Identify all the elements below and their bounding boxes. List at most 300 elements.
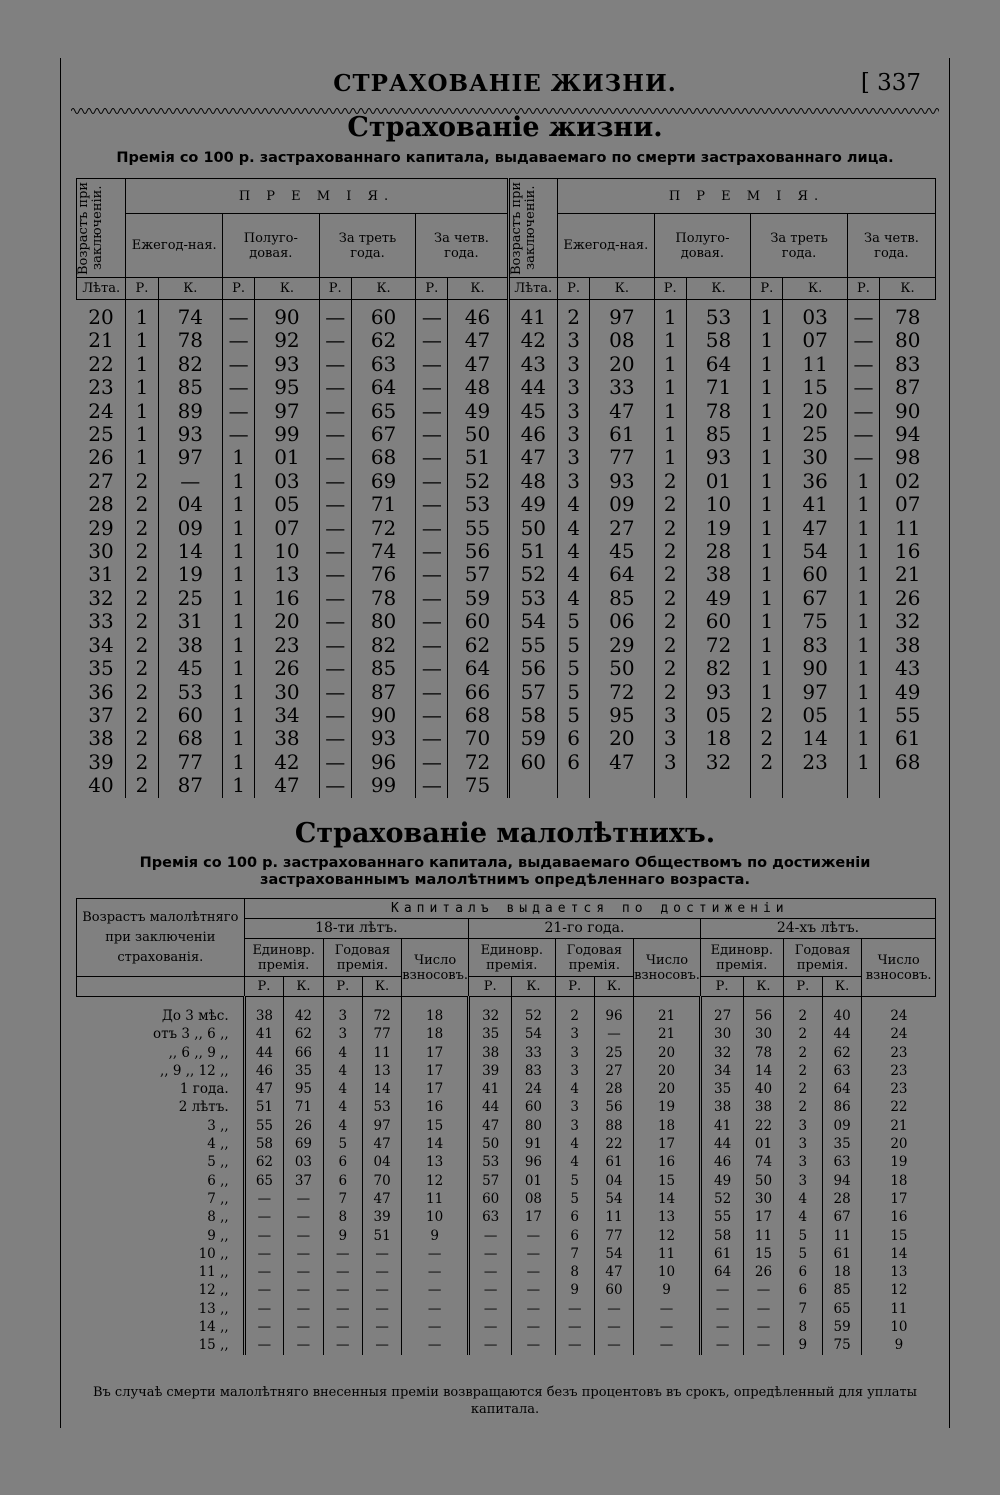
value-cell: 05 — [783, 704, 847, 727]
age-cell: 36 — [88, 679, 114, 704]
value-cell: 64 — [448, 657, 508, 680]
value-cell: 6 — [783, 1281, 822, 1299]
value-cell: 19 — [634, 1098, 701, 1116]
age-cell: 47 — [508, 446, 557, 469]
unit-k: К. — [880, 278, 936, 300]
value-cell: 67 — [822, 1208, 861, 1226]
value-cell: 27 — [590, 517, 654, 540]
value-cell: 6 — [783, 1263, 822, 1281]
value-cell: 11 — [634, 1245, 701, 1263]
unit-r: Р. — [847, 278, 879, 300]
age-cell: 50 — [508, 517, 557, 540]
value-cell: 1 — [223, 774, 255, 797]
value-cell: 16 — [402, 1098, 469, 1116]
value-cell: 62 — [284, 1025, 324, 1043]
table-row — [77, 1263, 936, 1281]
age-cell: До 3 мѣс. — [161, 1008, 229, 1024]
value-cell: 90 — [783, 657, 847, 680]
value-cell: 5 — [783, 1227, 822, 1245]
value-cell: 5 — [557, 634, 589, 657]
unit-r: Р. — [555, 977, 594, 997]
value-cell: — — [744, 1281, 783, 1299]
value-cell: 5 — [555, 1190, 594, 1208]
value-cell: 18 — [862, 1172, 936, 1190]
value-cell: 11 — [822, 1227, 861, 1245]
value-cell: 53 — [158, 681, 222, 704]
age-cell: ,, 9 ,, 12 ,, — [159, 1062, 229, 1079]
value-cell: 9 — [555, 1281, 594, 1299]
value-cell: 90 — [255, 300, 319, 330]
value-cell: 30 — [700, 1025, 743, 1043]
value-cell: 05 — [255, 493, 319, 516]
age-cell: 59 — [508, 727, 557, 750]
value-cell: 20 — [634, 1044, 701, 1062]
value-cell: 42 — [284, 997, 324, 1026]
age-cell: 5 ,, — [207, 1154, 229, 1171]
value-cell: 62 — [244, 1153, 284, 1171]
value-cell: 72 — [351, 517, 415, 540]
value-cell: 1 — [654, 329, 686, 352]
value-cell: 14 — [634, 1190, 701, 1208]
value-cell: 2 — [783, 1062, 822, 1080]
value-cell: 63 — [822, 1062, 861, 1080]
value-cell: 06 — [590, 610, 654, 633]
value-cell: — — [402, 1300, 469, 1318]
age-cell: 55 — [508, 634, 557, 657]
value-cell: 72 — [590, 681, 654, 704]
value-cell: 3 — [323, 1025, 362, 1043]
value-cell: 21 — [862, 1117, 936, 1135]
table-row — [77, 1300, 936, 1318]
value-cell — [590, 774, 654, 797]
minors-insurance-title: Страхованіе малолѣтнихъ. — [294, 818, 716, 849]
age-cell: 56 — [508, 657, 557, 680]
age-cell: 35 — [88, 656, 114, 681]
value-cell: 61 — [700, 1245, 743, 1263]
unit-k: К. — [594, 977, 633, 997]
value-cell: 85 — [351, 657, 415, 680]
value-cell: 19 — [862, 1153, 936, 1171]
table-row — [77, 353, 936, 376]
value-cell: 1 — [223, 517, 255, 540]
value-cell: 70 — [362, 1172, 401, 1190]
age-cell: 51 — [508, 540, 557, 563]
value-cell: — — [223, 300, 255, 330]
value-cell: — — [244, 1245, 284, 1263]
value-cell: 53 — [362, 1098, 401, 1116]
value-cell: 62 — [448, 634, 508, 657]
value-cell: 68 — [351, 446, 415, 469]
unit-r: Р. — [557, 278, 589, 300]
value-cell: 78 — [880, 300, 936, 330]
value-cell: 4 — [557, 587, 589, 610]
value-cell: 4 — [323, 1098, 362, 1116]
value-cell: 17 — [744, 1208, 783, 1226]
value-cell: 24 — [512, 1080, 555, 1098]
value-cell: 97 — [362, 1117, 401, 1135]
value-cell: 03 — [783, 300, 847, 330]
value-cell: 86 — [822, 1098, 861, 1116]
col-single-21: Единовр. премія. — [469, 939, 556, 977]
value-cell: — — [244, 1300, 284, 1318]
value-cell: 96 — [594, 997, 633, 1026]
value-cell: 98 — [880, 446, 936, 469]
table-row — [77, 997, 936, 1026]
value-cell: 61 — [594, 1153, 633, 1171]
value-cell: 5 — [557, 657, 589, 680]
value-cell: 6 — [323, 1172, 362, 1190]
value-cell: — — [469, 1263, 512, 1281]
value-cell: 87 — [158, 774, 222, 797]
value-cell: 38 — [158, 634, 222, 657]
value-cell: 90 — [880, 400, 936, 423]
value-cell: 33 — [590, 376, 654, 399]
unit-k: К. — [744, 977, 783, 997]
table-row — [77, 423, 936, 446]
unit-years-left: Лѣта. — [77, 278, 126, 300]
value-cell: — — [402, 1318, 469, 1336]
value-cell: — — [284, 1208, 324, 1226]
life-insurance-title: Страхованіе жизни. — [347, 112, 663, 143]
value-cell: — — [244, 1208, 284, 1226]
col-half-left: Полуго-довая. — [223, 214, 320, 278]
unit-k: К. — [351, 278, 415, 300]
value-cell: 4 — [557, 517, 589, 540]
value-cell: 4 — [323, 1044, 362, 1062]
value-cell: 01 — [255, 446, 319, 469]
value-cell: 25 — [158, 587, 222, 610]
unit-r: Р. — [244, 977, 284, 997]
col-count-21: Число взносовъ. — [634, 939, 701, 997]
value-cell: 2 — [654, 470, 686, 493]
value-cell: 23 — [783, 751, 847, 774]
value-cell: — — [416, 329, 448, 352]
value-cell: 1 — [223, 610, 255, 633]
table-row — [77, 1117, 936, 1135]
unit-k: К. — [255, 278, 319, 300]
unit-k: К. — [686, 278, 750, 300]
value-cell: 13 — [634, 1208, 701, 1226]
age-cell: 15 ,, — [198, 1337, 229, 1354]
value-cell: — — [847, 376, 879, 399]
value-cell: 80 — [512, 1117, 555, 1135]
value-cell: — — [319, 634, 351, 657]
value-cell: 99 — [255, 423, 319, 446]
value-cell: 66 — [448, 681, 508, 704]
value-cell: 1 — [847, 563, 879, 586]
group-21: 21-го года. — [469, 919, 701, 939]
value-cell: 60 — [783, 563, 847, 586]
value-cell: 11 — [862, 1300, 936, 1318]
value-cell: 3 — [783, 1135, 822, 1153]
value-cell: 2 — [557, 300, 589, 330]
value-cell: 3 — [555, 1098, 594, 1116]
col-quarter-left: За четв. года. — [416, 214, 508, 278]
value-cell: 30 — [783, 446, 847, 469]
value-cell: 45 — [158, 657, 222, 680]
value-cell: 04 — [362, 1153, 401, 1171]
value-cell: — — [594, 1025, 633, 1043]
value-cell: 1 — [847, 727, 879, 750]
value-cell: 52 — [512, 997, 555, 1026]
value-cell: 12 — [402, 1172, 469, 1190]
value-cell: 2 — [654, 634, 686, 657]
value-cell: 16 — [255, 587, 319, 610]
value-cell: 54 — [594, 1190, 633, 1208]
value-cell: 18 — [402, 997, 469, 1026]
value-cell — [686, 774, 750, 797]
value-cell: 17 — [634, 1135, 701, 1153]
value-cell: 56 — [744, 997, 783, 1026]
value-cell: — — [416, 423, 448, 446]
value-cell: 27 — [594, 1062, 633, 1080]
value-cell: 20 — [634, 1080, 701, 1098]
age-cell: 12 ,, — [198, 1282, 229, 1299]
value-cell: 2 — [126, 540, 158, 563]
value-cell: 46 — [244, 1062, 284, 1080]
value-cell: 12 — [634, 1227, 701, 1245]
value-cell: 72 — [362, 997, 401, 1026]
value-cell: — — [416, 470, 448, 493]
unit-years-right: Лѣта. — [508, 278, 557, 300]
value-cell: 77 — [362, 1025, 401, 1043]
life-insurance-subtitle: Премія со 100 р. застрахованнаго капитала, выдаваемаго по смерти застрахованнаго лица. — [116, 150, 894, 166]
value-cell: 1 — [751, 329, 783, 352]
value-cell: 5 — [783, 1245, 822, 1263]
value-cell: — — [402, 1336, 469, 1354]
value-cell: 07 — [255, 517, 319, 540]
value-cell: 12 — [862, 1281, 936, 1299]
value-cell: 2 — [654, 610, 686, 633]
value-cell: 6 — [323, 1153, 362, 1171]
table-row — [77, 1208, 936, 1226]
value-cell: — — [244, 1263, 284, 1281]
minors-insurance-subtitle: Премія со 100 р. застрахованнаго капитала, выдаваемаго Обществомъ по достиженіи застрахованнымъ малолѣтнимъ опредѣленнаго возраста. — [139, 855, 871, 888]
life-table-body — [77, 300, 936, 798]
life-premium-table — [76, 178, 936, 798]
value-cell: 2 — [783, 997, 822, 1026]
value-cell: 41 — [700, 1117, 743, 1135]
value-cell: 1 — [223, 540, 255, 563]
table-row — [77, 727, 936, 750]
value-cell: 1 — [751, 517, 783, 540]
value-cell: 78 — [351, 587, 415, 610]
value-cell: 97 — [783, 681, 847, 704]
value-cell: 3 — [783, 1117, 822, 1135]
value-cell: 9 — [323, 1227, 362, 1245]
value-cell: 1 — [223, 681, 255, 704]
value-cell: 46 — [700, 1153, 743, 1171]
value-cell: 16 — [862, 1208, 936, 1226]
value-cell: 6 — [557, 751, 589, 774]
value-cell: 22 — [744, 1117, 783, 1135]
value-cell: 1 — [126, 376, 158, 399]
value-cell: 2 — [751, 751, 783, 774]
value-cell: — — [744, 1318, 783, 1336]
value-cell: 32 — [880, 610, 936, 633]
value-cell: — — [319, 376, 351, 399]
value-cell: — — [512, 1245, 555, 1263]
value-cell: 74 — [351, 540, 415, 563]
value-cell: 47 — [255, 774, 319, 797]
table-row — [77, 1281, 936, 1299]
value-cell: 1 — [223, 587, 255, 610]
value-cell: — — [319, 517, 351, 540]
value-cell: — — [512, 1227, 555, 1245]
col-half-right: Полуго-довая. — [654, 214, 751, 278]
age-cell: 21 — [88, 328, 114, 353]
value-cell: 1 — [847, 587, 879, 610]
value-cell: — — [416, 517, 448, 540]
value-cell: 7 — [555, 1245, 594, 1263]
value-cell: 38 — [700, 1098, 743, 1116]
unit-r: Р. — [319, 278, 351, 300]
value-cell: — — [284, 1263, 324, 1281]
value-cell: 35 — [284, 1062, 324, 1080]
premium-header-right: П Р Е М І Я. — [557, 179, 935, 214]
value-cell: 34 — [700, 1062, 743, 1080]
value-cell: 78 — [686, 400, 750, 423]
value-cell: 2 — [654, 517, 686, 540]
value-cell: — — [223, 353, 255, 376]
value-cell: 3 — [557, 446, 589, 469]
value-cell: 1 — [654, 400, 686, 423]
value-cell: — — [847, 300, 879, 330]
value-cell: 62 — [351, 329, 415, 352]
value-cell: 9 — [783, 1336, 822, 1354]
value-cell: 8 — [555, 1263, 594, 1281]
unit-k: К. — [822, 977, 861, 997]
value-cell: 04 — [158, 493, 222, 516]
value-cell: 1 — [751, 423, 783, 446]
value-cell: 74 — [744, 1153, 783, 1171]
value-cell: — — [634, 1300, 701, 1318]
value-cell: 63 — [822, 1153, 861, 1171]
value-cell: — — [223, 423, 255, 446]
value-cell: 1 — [847, 493, 879, 516]
value-cell: 25 — [594, 1044, 633, 1062]
age-cell: 24 — [88, 398, 114, 423]
value-cell: 11 — [402, 1190, 469, 1208]
age-cell: 53 — [508, 587, 557, 610]
premium-header-left: П Р Е М І Я. — [126, 179, 508, 214]
value-cell: 36 — [783, 470, 847, 493]
value-cell: 64 — [590, 563, 654, 586]
table-row — [77, 540, 936, 563]
age-cell: 25 — [88, 422, 114, 447]
value-cell: 67 — [351, 423, 415, 446]
value-cell: 1 — [751, 493, 783, 516]
value-cell: — — [744, 1300, 783, 1318]
value-cell: — — [319, 400, 351, 423]
age-cell: 39 — [88, 749, 114, 774]
value-cell: 26 — [880, 587, 936, 610]
value-cell: — — [416, 376, 448, 399]
value-cell: — — [284, 1300, 324, 1318]
value-cell: 58 — [700, 1227, 743, 1245]
value-cell: — — [362, 1263, 401, 1281]
value-cell: 3 — [557, 423, 589, 446]
value-cell: 46 — [448, 300, 508, 330]
value-cell: — — [512, 1281, 555, 1299]
value-cell: 5 — [557, 704, 589, 727]
table-row — [77, 1245, 936, 1263]
value-cell: 8 — [323, 1208, 362, 1226]
age-cell: 31 — [88, 562, 114, 587]
value-cell: 1 — [847, 681, 879, 704]
value-cell: 2 — [126, 751, 158, 774]
value-cell: 49 — [448, 400, 508, 423]
value-cell: — — [402, 1281, 469, 1299]
value-cell: 1 — [223, 704, 255, 727]
value-cell: 1 — [847, 540, 879, 563]
value-cell: 54 — [594, 1245, 633, 1263]
value-cell: 3 — [555, 1117, 594, 1135]
value-cell: 54 — [512, 1025, 555, 1043]
value-cell: 68 — [158, 727, 222, 750]
value-cell: 38 — [880, 634, 936, 657]
age-cell: 40 — [88, 773, 114, 798]
value-cell: 16 — [634, 1153, 701, 1171]
value-cell: 48 — [448, 376, 508, 399]
value-cell: — — [512, 1336, 555, 1354]
value-cell: 6 — [555, 1208, 594, 1226]
table-row — [77, 1227, 936, 1245]
value-cell: 97 — [255, 400, 319, 423]
value-cell: 83 — [512, 1062, 555, 1080]
value-cell: 60 — [594, 1281, 633, 1299]
value-cell: 52 — [448, 470, 508, 493]
value-cell: — — [223, 329, 255, 352]
value-cell: 15 — [744, 1245, 783, 1263]
table-row — [77, 1336, 936, 1354]
value-cell: 2 — [654, 681, 686, 704]
value-cell: 11 — [744, 1227, 783, 1245]
value-cell: 61 — [880, 727, 936, 750]
value-cell: 41 — [244, 1025, 284, 1043]
value-cell: 19 — [686, 517, 750, 540]
unit-r: Р. — [323, 977, 362, 997]
value-cell: 60 — [512, 1098, 555, 1116]
value-cell: 43 — [880, 657, 936, 680]
value-cell: 10 — [255, 540, 319, 563]
value-cell: 38 — [686, 563, 750, 586]
value-cell: 90 — [351, 704, 415, 727]
value-cell: — — [416, 300, 448, 330]
value-cell: — — [469, 1227, 512, 1245]
value-cell: — — [323, 1281, 362, 1299]
value-cell: 30 — [744, 1025, 783, 1043]
value-cell: — — [362, 1300, 401, 1318]
value-cell: 23 — [862, 1080, 936, 1098]
value-cell: 35 — [469, 1025, 512, 1043]
value-cell: 47 — [590, 400, 654, 423]
value-cell: — — [555, 1300, 594, 1318]
value-cell: 6 — [555, 1227, 594, 1245]
value-cell: 92 — [255, 329, 319, 352]
col-annual-21: Годовая премія. — [555, 939, 634, 977]
value-cell: 94 — [880, 423, 936, 446]
table-row — [77, 681, 936, 704]
value-cell: 71 — [351, 493, 415, 516]
value-cell: 2 — [751, 727, 783, 750]
value-cell: 49 — [700, 1172, 743, 1190]
value-cell: — — [416, 657, 448, 680]
value-cell: 32 — [686, 751, 750, 774]
value-cell: — — [744, 1336, 783, 1354]
value-cell: 77 — [594, 1227, 633, 1245]
table-row — [77, 774, 936, 797]
